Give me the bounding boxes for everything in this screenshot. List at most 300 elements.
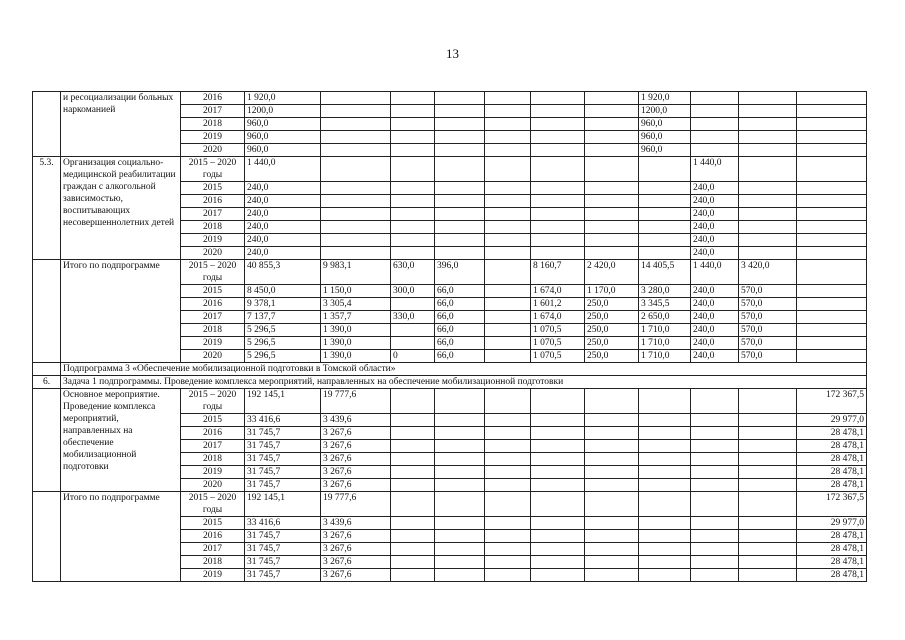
value-cell: 300,0 xyxy=(391,285,435,298)
value-cell xyxy=(321,105,391,118)
value-cell xyxy=(485,350,531,363)
value-cell xyxy=(485,569,531,582)
year-cell: 2018 xyxy=(181,556,245,569)
value-cell: 31 745,7 xyxy=(245,569,321,582)
value-cell: 1 710,0 xyxy=(639,324,691,337)
value-cell xyxy=(739,195,797,208)
value-cell xyxy=(797,144,867,157)
value-cell: 19 777,6 xyxy=(321,492,391,517)
value-cell: 240,0 xyxy=(245,208,321,221)
value-cell xyxy=(585,492,639,517)
value-cell xyxy=(531,157,585,182)
value-cell xyxy=(691,556,739,569)
value-cell xyxy=(739,157,797,182)
value-cell xyxy=(639,440,691,453)
value-cell: 3 267,6 xyxy=(321,569,391,582)
year-cell: 2016 xyxy=(181,530,245,543)
value-cell xyxy=(739,440,797,453)
value-cell xyxy=(435,479,485,492)
value-cell xyxy=(531,453,585,466)
value-cell xyxy=(485,195,531,208)
value-cell: 3 280,0 xyxy=(639,285,691,298)
value-cell xyxy=(639,517,691,530)
row-number-cell: 5.3. xyxy=(33,157,61,260)
value-cell: 19 777,6 xyxy=(321,389,391,414)
value-cell xyxy=(691,569,739,582)
value-cell xyxy=(485,453,531,466)
value-cell xyxy=(435,389,485,414)
value-cell xyxy=(691,92,739,105)
value-cell xyxy=(639,556,691,569)
value-cell: 33 416,6 xyxy=(245,414,321,427)
table-row xyxy=(33,260,867,285)
year-cell: 2019 xyxy=(181,569,245,582)
year-cell: 2020 xyxy=(181,479,245,492)
value-cell: 66,0 xyxy=(435,298,485,311)
value-cell: 66,0 xyxy=(435,311,485,324)
year-cell: 2019 xyxy=(181,337,245,350)
value-cell xyxy=(739,556,797,569)
value-cell: 960,0 xyxy=(245,131,321,144)
value-cell: 3 439,6 xyxy=(321,517,391,530)
value-cell xyxy=(691,389,739,414)
item-name-cell: и ресоциализации больных наркоманией xyxy=(61,92,181,157)
year-cell: 2015 – 2020 годы xyxy=(181,157,245,182)
value-cell: 2 420,0 xyxy=(585,260,639,285)
value-cell: 28 478,1 xyxy=(797,543,867,556)
value-cell xyxy=(639,157,691,182)
value-cell xyxy=(797,92,867,105)
value-cell xyxy=(485,466,531,479)
value-cell xyxy=(691,131,739,144)
value-cell xyxy=(485,260,531,285)
value-cell: 28 478,1 xyxy=(797,569,867,582)
value-cell: 1 170,0 xyxy=(585,285,639,298)
value-cell xyxy=(585,247,639,260)
value-cell xyxy=(485,324,531,337)
value-cell xyxy=(797,260,867,285)
value-cell xyxy=(391,440,435,453)
value-cell xyxy=(691,440,739,453)
value-cell xyxy=(639,569,691,582)
value-cell xyxy=(485,221,531,234)
value-cell xyxy=(391,131,435,144)
table-row xyxy=(33,92,867,105)
value-cell xyxy=(321,182,391,195)
value-cell: 192 145,1 xyxy=(245,492,321,517)
value-cell: 1 357,7 xyxy=(321,311,391,324)
value-cell: 3 305,4 xyxy=(321,298,391,311)
year-cell: 2016 xyxy=(181,298,245,311)
value-cell xyxy=(531,414,585,427)
value-cell xyxy=(639,453,691,466)
value-cell xyxy=(739,543,797,556)
value-cell: 240,0 xyxy=(691,350,739,363)
year-cell: 2015 xyxy=(181,414,245,427)
value-cell: 1 440,0 xyxy=(691,260,739,285)
task-title: Задача 1 подпрограммы. Проведение комплекса мероприятий, направленных на обеспечение мобилизационной подготовки xyxy=(61,376,867,389)
value-cell xyxy=(797,337,867,350)
value-cell xyxy=(391,389,435,414)
value-cell: 31 745,7 xyxy=(245,440,321,453)
value-cell: 250,0 xyxy=(585,298,639,311)
value-cell xyxy=(435,414,485,427)
year-cell: 2017 xyxy=(181,105,245,118)
value-cell: 66,0 xyxy=(435,350,485,363)
value-cell: 0 xyxy=(391,350,435,363)
value-cell xyxy=(639,479,691,492)
value-cell xyxy=(797,157,867,182)
value-cell: 3 267,6 xyxy=(321,479,391,492)
value-cell: 630,0 xyxy=(391,260,435,285)
value-cell xyxy=(585,543,639,556)
value-cell: 3 267,6 xyxy=(321,543,391,556)
year-cell: 2020 xyxy=(181,247,245,260)
value-cell xyxy=(531,131,585,144)
value-cell xyxy=(585,440,639,453)
value-cell xyxy=(739,221,797,234)
value-cell xyxy=(391,453,435,466)
value-cell xyxy=(391,530,435,543)
value-cell: 1 920,0 xyxy=(245,92,321,105)
value-cell: 1 070,5 xyxy=(531,324,585,337)
value-cell xyxy=(639,182,691,195)
value-cell xyxy=(739,105,797,118)
value-cell xyxy=(691,466,739,479)
value-cell: 570,0 xyxy=(739,298,797,311)
value-cell: 240,0 xyxy=(245,234,321,247)
value-cell xyxy=(739,530,797,543)
value-cell: 1 710,0 xyxy=(639,350,691,363)
value-cell: 9 983,1 xyxy=(321,260,391,285)
value-cell xyxy=(391,298,435,311)
value-cell xyxy=(797,221,867,234)
item-name-cell: Основное мероприятие. Проведение комплекса мероприятий, направленных на обеспечение мобилизационной подготовки xyxy=(61,389,181,492)
value-cell: 240,0 xyxy=(691,324,739,337)
value-cell xyxy=(391,466,435,479)
item-name-cell: Итого по подпрограмме xyxy=(61,260,181,363)
value-cell: 3 267,6 xyxy=(321,427,391,440)
value-cell xyxy=(435,144,485,157)
value-cell xyxy=(321,234,391,247)
value-cell: 28 478,1 xyxy=(797,453,867,466)
value-cell: 3 267,6 xyxy=(321,530,391,543)
subprogram-row xyxy=(33,363,867,376)
value-cell xyxy=(639,195,691,208)
value-cell: 28 478,1 xyxy=(797,530,867,543)
value-cell xyxy=(435,105,485,118)
value-cell xyxy=(485,118,531,131)
value-cell xyxy=(485,427,531,440)
value-cell xyxy=(531,530,585,543)
value-cell: 31 745,7 xyxy=(245,479,321,492)
year-cell: 2018 xyxy=(181,453,245,466)
value-cell: 28 478,1 xyxy=(797,479,867,492)
value-cell xyxy=(797,285,867,298)
value-cell xyxy=(585,530,639,543)
value-cell xyxy=(485,517,531,530)
value-cell: 250,0 xyxy=(585,311,639,324)
value-cell xyxy=(739,414,797,427)
value-cell: 240,0 xyxy=(245,182,321,195)
value-cell: 2 650,0 xyxy=(639,311,691,324)
value-cell: 240,0 xyxy=(691,311,739,324)
value-cell xyxy=(691,517,739,530)
value-cell xyxy=(531,247,585,260)
year-cell: 2015 xyxy=(181,517,245,530)
value-cell: 240,0 xyxy=(691,182,739,195)
value-cell xyxy=(435,182,485,195)
value-cell: 1 150,0 xyxy=(321,285,391,298)
value-cell xyxy=(531,105,585,118)
value-cell xyxy=(797,234,867,247)
value-cell xyxy=(739,569,797,582)
value-cell xyxy=(391,157,435,182)
blank-cell xyxy=(33,363,61,376)
value-cell xyxy=(531,208,585,221)
value-cell xyxy=(797,105,867,118)
value-cell xyxy=(391,479,435,492)
value-cell xyxy=(391,144,435,157)
value-cell xyxy=(435,92,485,105)
value-cell: 1 674,0 xyxy=(531,285,585,298)
row-number-cell xyxy=(33,92,61,157)
value-cell: 31 745,7 xyxy=(245,453,321,466)
year-cell: 2016 xyxy=(181,195,245,208)
value-cell xyxy=(691,492,739,517)
value-cell xyxy=(391,92,435,105)
value-cell xyxy=(435,453,485,466)
value-cell: 250,0 xyxy=(585,324,639,337)
value-cell: 250,0 xyxy=(585,337,639,350)
value-cell xyxy=(639,389,691,414)
value-cell xyxy=(391,517,435,530)
value-cell xyxy=(435,492,485,517)
value-cell xyxy=(691,118,739,131)
value-cell xyxy=(531,466,585,479)
value-cell xyxy=(435,427,485,440)
value-cell xyxy=(739,92,797,105)
value-cell xyxy=(435,556,485,569)
value-cell: 3 267,6 xyxy=(321,556,391,569)
value-cell xyxy=(797,182,867,195)
value-cell xyxy=(531,144,585,157)
value-cell xyxy=(485,234,531,247)
value-cell xyxy=(391,324,435,337)
value-cell xyxy=(485,182,531,195)
value-cell: 960,0 xyxy=(639,118,691,131)
value-cell xyxy=(435,530,485,543)
value-cell xyxy=(485,530,531,543)
value-cell: 240,0 xyxy=(691,298,739,311)
value-cell: 240,0 xyxy=(691,247,739,260)
value-cell xyxy=(585,221,639,234)
value-cell xyxy=(435,569,485,582)
value-cell xyxy=(639,543,691,556)
value-cell xyxy=(321,131,391,144)
year-cell: 2019 xyxy=(181,466,245,479)
value-cell xyxy=(391,221,435,234)
value-cell xyxy=(739,208,797,221)
value-cell xyxy=(435,118,485,131)
value-cell xyxy=(485,285,531,298)
value-cell xyxy=(585,92,639,105)
value-cell xyxy=(391,556,435,569)
value-cell xyxy=(585,105,639,118)
value-cell xyxy=(435,247,485,260)
year-cell: 2015 xyxy=(181,182,245,195)
value-cell: 1 390,0 xyxy=(321,324,391,337)
value-cell: 3 420,0 xyxy=(739,260,797,285)
value-cell xyxy=(531,221,585,234)
value-cell xyxy=(739,466,797,479)
value-cell: 240,0 xyxy=(691,337,739,350)
table-row xyxy=(33,492,867,517)
value-cell xyxy=(435,440,485,453)
value-cell xyxy=(391,337,435,350)
value-cell xyxy=(435,157,485,182)
value-cell xyxy=(739,131,797,144)
value-cell xyxy=(321,221,391,234)
value-cell xyxy=(585,131,639,144)
value-cell: 192 145,1 xyxy=(245,389,321,414)
value-cell xyxy=(797,311,867,324)
value-cell: 1 390,0 xyxy=(321,350,391,363)
value-cell xyxy=(585,427,639,440)
value-cell xyxy=(797,324,867,337)
value-cell: 172 367,5 xyxy=(797,492,867,517)
task-row xyxy=(33,376,867,389)
value-cell: 960,0 xyxy=(639,131,691,144)
year-cell: 2020 xyxy=(181,144,245,157)
value-cell xyxy=(485,131,531,144)
value-cell: 570,0 xyxy=(739,311,797,324)
value-cell: 14 405,5 xyxy=(639,260,691,285)
value-cell: 66,0 xyxy=(435,324,485,337)
item-name-cell: Итого по подпрограмме xyxy=(61,492,181,582)
value-cell: 1 070,5 xyxy=(531,337,585,350)
value-cell: 240,0 xyxy=(691,285,739,298)
value-cell xyxy=(691,427,739,440)
value-cell: 66,0 xyxy=(435,285,485,298)
value-cell xyxy=(485,440,531,453)
value-cell: 31 745,7 xyxy=(245,427,321,440)
value-cell xyxy=(531,543,585,556)
value-cell: 3 345,5 xyxy=(639,298,691,311)
value-cell: 5 296,5 xyxy=(245,324,321,337)
task-number-cell: 6. xyxy=(33,376,61,389)
value-cell xyxy=(639,466,691,479)
value-cell xyxy=(691,105,739,118)
value-cell xyxy=(485,157,531,182)
value-cell xyxy=(691,479,739,492)
value-cell xyxy=(639,492,691,517)
value-cell: 28 478,1 xyxy=(797,466,867,479)
value-cell xyxy=(485,414,531,427)
value-cell xyxy=(585,208,639,221)
value-cell xyxy=(531,92,585,105)
value-cell: 172 367,5 xyxy=(797,389,867,414)
value-cell xyxy=(585,556,639,569)
year-cell: 2016 xyxy=(181,427,245,440)
value-cell xyxy=(691,453,739,466)
value-cell: 240,0 xyxy=(691,234,739,247)
value-cell: 1 070,5 xyxy=(531,350,585,363)
row-number-cell xyxy=(33,260,61,363)
value-cell xyxy=(585,195,639,208)
year-cell: 2017 xyxy=(181,543,245,556)
value-cell xyxy=(531,182,585,195)
value-cell: 570,0 xyxy=(739,324,797,337)
value-cell xyxy=(797,118,867,131)
year-cell: 2017 xyxy=(181,440,245,453)
value-cell xyxy=(585,479,639,492)
value-cell xyxy=(639,208,691,221)
value-cell: 31 745,7 xyxy=(245,556,321,569)
value-cell xyxy=(585,466,639,479)
value-cell: 240,0 xyxy=(245,195,321,208)
value-cell: 31 745,7 xyxy=(245,543,321,556)
value-cell: 1200,0 xyxy=(639,105,691,118)
value-cell: 66,0 xyxy=(435,337,485,350)
value-cell xyxy=(739,517,797,530)
value-cell xyxy=(639,221,691,234)
value-cell xyxy=(321,247,391,260)
budget-table xyxy=(32,91,867,582)
value-cell: 1 601,2 xyxy=(531,298,585,311)
value-cell: 250,0 xyxy=(585,350,639,363)
value-cell: 7 137,7 xyxy=(245,311,321,324)
value-cell xyxy=(797,247,867,260)
value-cell xyxy=(435,221,485,234)
value-cell: 1200,0 xyxy=(245,105,321,118)
year-cell: 2018 xyxy=(181,324,245,337)
table-row xyxy=(33,157,867,182)
value-cell: 1 390,0 xyxy=(321,337,391,350)
value-cell: 31 745,7 xyxy=(245,530,321,543)
value-cell: 240,0 xyxy=(245,221,321,234)
value-cell: 1 710,0 xyxy=(639,337,691,350)
value-cell: 330,0 xyxy=(391,311,435,324)
value-cell: 5 296,5 xyxy=(245,337,321,350)
value-cell: 31 745,7 xyxy=(245,466,321,479)
value-cell xyxy=(391,492,435,517)
value-cell: 396,0 xyxy=(435,260,485,285)
value-cell xyxy=(435,234,485,247)
value-cell xyxy=(435,466,485,479)
subprogram-title: Подпрограмма 3 «Обеспечение мобилизационной подготовки в Томской области» xyxy=(61,363,867,376)
value-cell: 33 416,6 xyxy=(245,517,321,530)
value-cell xyxy=(435,195,485,208)
value-cell: 5 296,5 xyxy=(245,350,321,363)
value-cell xyxy=(739,453,797,466)
value-cell xyxy=(739,479,797,492)
value-cell: 240,0 xyxy=(691,208,739,221)
value-cell xyxy=(321,195,391,208)
value-cell xyxy=(797,208,867,221)
year-cell: 2017 xyxy=(181,311,245,324)
value-cell xyxy=(391,195,435,208)
value-cell xyxy=(485,144,531,157)
value-cell xyxy=(585,182,639,195)
value-cell xyxy=(321,118,391,131)
year-cell: 2015 xyxy=(181,285,245,298)
value-cell xyxy=(797,131,867,144)
table-row xyxy=(33,389,867,414)
value-cell: 8 450,0 xyxy=(245,285,321,298)
value-cell: 570,0 xyxy=(739,350,797,363)
value-cell: 40 855,3 xyxy=(245,260,321,285)
